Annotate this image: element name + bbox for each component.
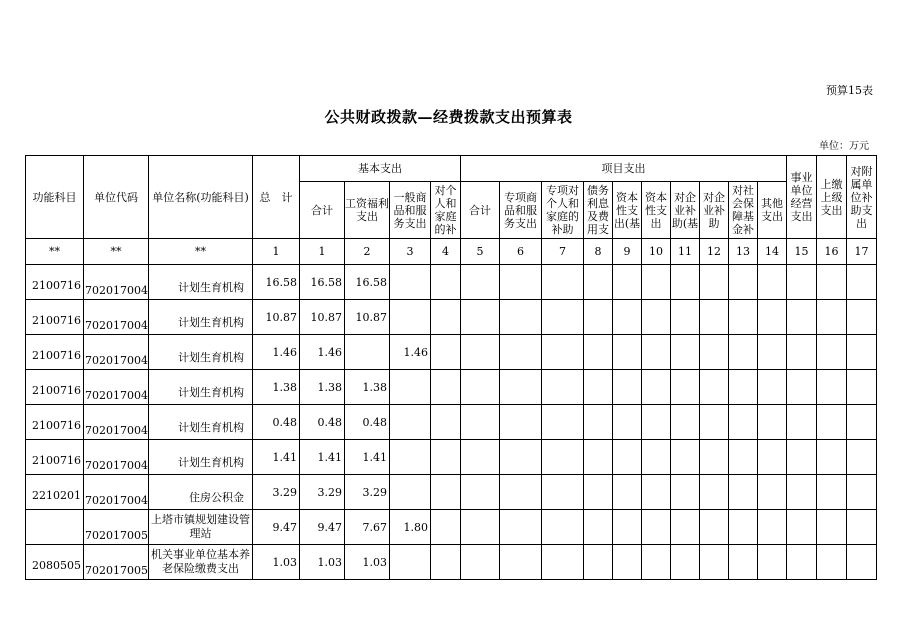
empty-cell (431, 510, 461, 545)
func-code-cell: 2080505 (26, 545, 84, 580)
empty-cell (671, 300, 700, 335)
basic-goods-cell (390, 545, 431, 580)
table-row (26, 475, 877, 510)
func-code-cell: 2100716 (26, 440, 84, 475)
empty-cell (613, 405, 642, 440)
empty-cell (542, 440, 584, 475)
empty-cell (817, 475, 847, 510)
empty-cell (500, 405, 542, 440)
empty-cell (584, 370, 613, 405)
column-index-cell: ** (149, 239, 253, 265)
empty-cell (700, 335, 729, 370)
empty-cell (613, 475, 642, 510)
basic-wage-cell: 0.48 (345, 405, 390, 440)
unit-name-cell: 计划生育机构 (149, 370, 253, 405)
empty-cell (671, 265, 700, 300)
table-row (26, 545, 877, 580)
column-index-cell: 4 (431, 239, 461, 265)
empty-cell (729, 440, 758, 475)
empty-cell (584, 440, 613, 475)
empty-cell (787, 265, 817, 300)
basic-goods-cell (390, 405, 431, 440)
unit-name-cell: 住房公积金 (149, 475, 253, 510)
empty-cell (642, 265, 671, 300)
empty-cell (431, 475, 461, 510)
column-index-row (26, 239, 877, 265)
empty-cell (542, 265, 584, 300)
empty-cell (817, 300, 847, 335)
func-code-cell: 2100716 (26, 265, 84, 300)
empty-cell (500, 370, 542, 405)
empty-cell (500, 300, 542, 335)
empty-cell (461, 300, 500, 335)
header-project-personal: 专项对个人和家庭的补助 (542, 182, 584, 239)
form-number: 预算15表 (826, 84, 873, 97)
basic-wage-cell: 1.41 (345, 440, 390, 475)
page-title: 公共财政拨款—经费拨款支出预算表 (324, 108, 573, 126)
unit-name-text: 机关事业单位基本养老保险缴费支出 (151, 548, 250, 575)
header-project-enterprise-base: 对企业补助(基 (671, 182, 700, 239)
table-row (26, 405, 877, 440)
empty-cell (758, 335, 787, 370)
empty-cell (500, 475, 542, 510)
budget-table (25, 155, 877, 580)
empty-cell (461, 370, 500, 405)
header-total: 总 计 (253, 156, 300, 239)
empty-cell (542, 300, 584, 335)
unit-name-text: 上塔市镇规划建设管理站 (151, 513, 250, 540)
empty-cell (700, 475, 729, 510)
empty-cell (758, 475, 787, 510)
empty-cell (671, 370, 700, 405)
basic-goods-cell (390, 475, 431, 510)
table-row (26, 370, 877, 405)
empty-cell (642, 370, 671, 405)
empty-cell (787, 405, 817, 440)
empty-cell (700, 300, 729, 335)
empty-cell (613, 300, 642, 335)
empty-cell (847, 545, 877, 580)
empty-cell (700, 545, 729, 580)
column-index-cell: 3 (390, 239, 431, 265)
empty-cell (729, 335, 758, 370)
unit-name-cell: 计划生育机构 (149, 300, 253, 335)
empty-cell (817, 510, 847, 545)
basic-wage-cell (345, 335, 390, 370)
empty-cell (847, 300, 877, 335)
empty-cell (461, 545, 500, 580)
empty-cell (817, 370, 847, 405)
empty-cell (584, 510, 613, 545)
basic-total-cell: 16.58 (300, 265, 345, 300)
basic-total-cell: 1.46 (300, 335, 345, 370)
empty-cell (642, 545, 671, 580)
empty-cell (431, 370, 461, 405)
header-unit-code: 单位代码 (84, 156, 149, 239)
total-cell: 1.03 (253, 545, 300, 580)
table-row (26, 335, 877, 370)
empty-cell (758, 300, 787, 335)
empty-cell (729, 405, 758, 440)
empty-cell (758, 440, 787, 475)
empty-cell (461, 475, 500, 510)
empty-cell (817, 335, 847, 370)
basic-goods-cell: 1.46 (390, 335, 431, 370)
column-index-cell: 6 (500, 239, 542, 265)
header-func-code: 功能科目 (26, 156, 84, 239)
empty-cell (431, 300, 461, 335)
empty-cell (847, 370, 877, 405)
total-cell: 1.46 (253, 335, 300, 370)
empty-cell (461, 335, 500, 370)
empty-cell (729, 300, 758, 335)
func-code-cell: 2210201 (26, 475, 84, 510)
empty-cell (817, 265, 847, 300)
column-index-cell: 13 (729, 239, 758, 265)
header-basic-wage: 工资福利支出 (345, 182, 390, 239)
header-project-enterprise: 对企业补助 (700, 182, 729, 239)
empty-cell (671, 440, 700, 475)
basic-total-cell: 1.03 (300, 545, 345, 580)
table-row (26, 440, 877, 475)
unit-code-cell: 702017005 (84, 510, 149, 545)
table-row (26, 510, 877, 545)
empty-cell (847, 405, 877, 440)
empty-cell (461, 510, 500, 545)
empty-cell (431, 335, 461, 370)
empty-cell (758, 510, 787, 545)
column-index-cell: ** (26, 239, 84, 265)
empty-cell (729, 265, 758, 300)
empty-cell (500, 440, 542, 475)
empty-cell (700, 370, 729, 405)
table-row (26, 300, 877, 335)
empty-cell (584, 475, 613, 510)
total-cell: 0.48 (253, 405, 300, 440)
empty-cell (671, 335, 700, 370)
column-index-cell: 12 (700, 239, 729, 265)
column-index-cell: 16 (817, 239, 847, 265)
empty-cell (787, 335, 817, 370)
empty-cell (758, 405, 787, 440)
empty-cell (758, 265, 787, 300)
empty-cell (671, 475, 700, 510)
basic-wage-cell: 1.03 (345, 545, 390, 580)
empty-cell (758, 370, 787, 405)
total-cell: 10.87 (253, 300, 300, 335)
empty-cell (613, 545, 642, 580)
empty-cell (671, 510, 700, 545)
column-index-cell: 17 (847, 239, 877, 265)
column-index-cell: 10 (642, 239, 671, 265)
empty-cell (613, 370, 642, 405)
header-project-capital-base: 资本性支出(基 (613, 182, 642, 239)
unit-code-cell: 702017004 (84, 335, 149, 370)
header-basic: 基本支出 (300, 156, 461, 182)
empty-cell (642, 510, 671, 545)
header-unit-name: 单位名称(功能科目) (149, 156, 253, 239)
empty-cell (461, 440, 500, 475)
column-index-cell: 8 (584, 239, 613, 265)
header-project-other: 其他支出 (758, 182, 787, 239)
func-code-cell: 2100716 (26, 335, 84, 370)
total-cell: 9.47 (253, 510, 300, 545)
unit-label: 单位：万元 (819, 141, 869, 152)
basic-goods-cell (390, 265, 431, 300)
empty-cell (642, 475, 671, 510)
empty-cell (787, 475, 817, 510)
basic-total-cell: 10.87 (300, 300, 345, 335)
header-upper-expense: 上缴上级支出 (817, 156, 847, 239)
empty-cell (431, 405, 461, 440)
empty-cell (729, 510, 758, 545)
empty-cell (431, 440, 461, 475)
empty-cell (642, 335, 671, 370)
empty-cell (700, 265, 729, 300)
basic-wage-cell: 1.38 (345, 370, 390, 405)
empty-cell (584, 335, 613, 370)
header-basic-personal: 对个人和家庭的补 (431, 182, 461, 239)
empty-cell (671, 405, 700, 440)
empty-cell (500, 510, 542, 545)
unit-code-cell: 702017004 (84, 300, 149, 335)
empty-cell (817, 545, 847, 580)
empty-cell (787, 440, 817, 475)
empty-cell (584, 545, 613, 580)
unit-name-cell: 计划生育机构 (149, 265, 253, 300)
empty-cell (542, 475, 584, 510)
column-index-cell: 15 (787, 239, 817, 265)
unit-code-cell: 702017004 (84, 475, 149, 510)
total-cell: 3.29 (253, 475, 300, 510)
total-cell: 16.58 (253, 265, 300, 300)
empty-cell (847, 335, 877, 370)
func-code-cell (26, 510, 84, 545)
empty-cell (729, 370, 758, 405)
empty-cell (461, 265, 500, 300)
empty-cell (671, 545, 700, 580)
basic-total-cell: 3.29 (300, 475, 345, 510)
func-code-cell: 2100716 (26, 370, 84, 405)
empty-cell (613, 510, 642, 545)
unit-name-cell: 计划生育机构 (149, 335, 253, 370)
basic-wage-cell: 3.29 (345, 475, 390, 510)
header-project-capital: 资本性支出 (642, 182, 671, 239)
unit-name-cell (149, 510, 253, 545)
unit-name-cell: 计划生育机构 (149, 405, 253, 440)
empty-cell (700, 510, 729, 545)
column-index-cell: 14 (758, 239, 787, 265)
empty-cell (500, 335, 542, 370)
basic-total-cell: 9.47 (300, 510, 345, 545)
empty-cell (847, 265, 877, 300)
empty-cell (847, 510, 877, 545)
empty-cell (642, 300, 671, 335)
empty-cell (817, 440, 847, 475)
header-project-total: 合计 (461, 182, 500, 239)
column-index-cell: 11 (671, 239, 700, 265)
empty-cell (787, 370, 817, 405)
empty-cell (700, 405, 729, 440)
header-basic-goods: 一般商品和服务支出 (390, 182, 431, 239)
header-basic-total: 合计 (300, 182, 345, 239)
column-index-cell: 9 (613, 239, 642, 265)
total-cell: 1.41 (253, 440, 300, 475)
empty-cell (787, 510, 817, 545)
column-index-cell: 2 (345, 239, 390, 265)
unit-code-cell: 702017004 (84, 405, 149, 440)
empty-cell (729, 545, 758, 580)
empty-cell (542, 545, 584, 580)
basic-total-cell: 0.48 (300, 405, 345, 440)
unit-code-cell: 702017005 (84, 545, 149, 580)
unit-name-cell: 计划生育机构 (149, 440, 253, 475)
header-project-social: 对社会保障基金补 (729, 182, 758, 239)
empty-cell (817, 405, 847, 440)
empty-cell (613, 335, 642, 370)
basic-goods-cell (390, 440, 431, 475)
header-biz-expense: 事业单位经营支出 (787, 156, 817, 239)
empty-cell (700, 440, 729, 475)
basic-wage-cell: 7.67 (345, 510, 390, 545)
basic-wage-cell: 16.58 (345, 265, 390, 300)
empty-cell (542, 405, 584, 440)
empty-cell (542, 370, 584, 405)
header-project-goods: 专项商品和服务支出 (500, 182, 542, 239)
empty-cell (542, 510, 584, 545)
func-code-cell: 2100716 (26, 300, 84, 335)
header-project: 项目支出 (461, 156, 787, 182)
basic-goods-cell (390, 300, 431, 335)
column-index-cell: 1 (300, 239, 345, 265)
basic-goods-cell: 1.80 (390, 510, 431, 545)
empty-cell (500, 265, 542, 300)
empty-cell (431, 265, 461, 300)
empty-cell (642, 440, 671, 475)
unit-code-cell: 702017004 (84, 440, 149, 475)
empty-cell (758, 545, 787, 580)
header-project-debt: 债务利息及费用支 (584, 182, 613, 239)
empty-cell (500, 545, 542, 580)
unit-name-cell (149, 545, 253, 580)
empty-cell (431, 545, 461, 580)
empty-cell (584, 300, 613, 335)
basic-wage-cell: 10.87 (345, 300, 390, 335)
basic-total-cell: 1.41 (300, 440, 345, 475)
empty-cell (729, 475, 758, 510)
empty-cell (542, 335, 584, 370)
empty-cell (461, 405, 500, 440)
basic-goods-cell (390, 370, 431, 405)
unit-code-cell: 702017004 (84, 370, 149, 405)
empty-cell (787, 300, 817, 335)
empty-cell (613, 265, 642, 300)
empty-cell (787, 545, 817, 580)
empty-cell (613, 440, 642, 475)
total-cell: 1.38 (253, 370, 300, 405)
empty-cell (584, 405, 613, 440)
empty-cell (847, 475, 877, 510)
header-affiliate-expense: 对附属单位补助支出 (847, 156, 877, 239)
unit-code-cell: 702017004 (84, 265, 149, 300)
table-row (26, 265, 877, 300)
column-index-cell: ** (84, 239, 149, 265)
empty-cell (847, 440, 877, 475)
column-index-cell: 5 (461, 239, 500, 265)
column-index-cell: 1 (253, 239, 300, 265)
basic-total-cell: 1.38 (300, 370, 345, 405)
empty-cell (642, 405, 671, 440)
column-index-cell: 7 (542, 239, 584, 265)
func-code-cell: 2100716 (26, 405, 84, 440)
empty-cell (584, 265, 613, 300)
